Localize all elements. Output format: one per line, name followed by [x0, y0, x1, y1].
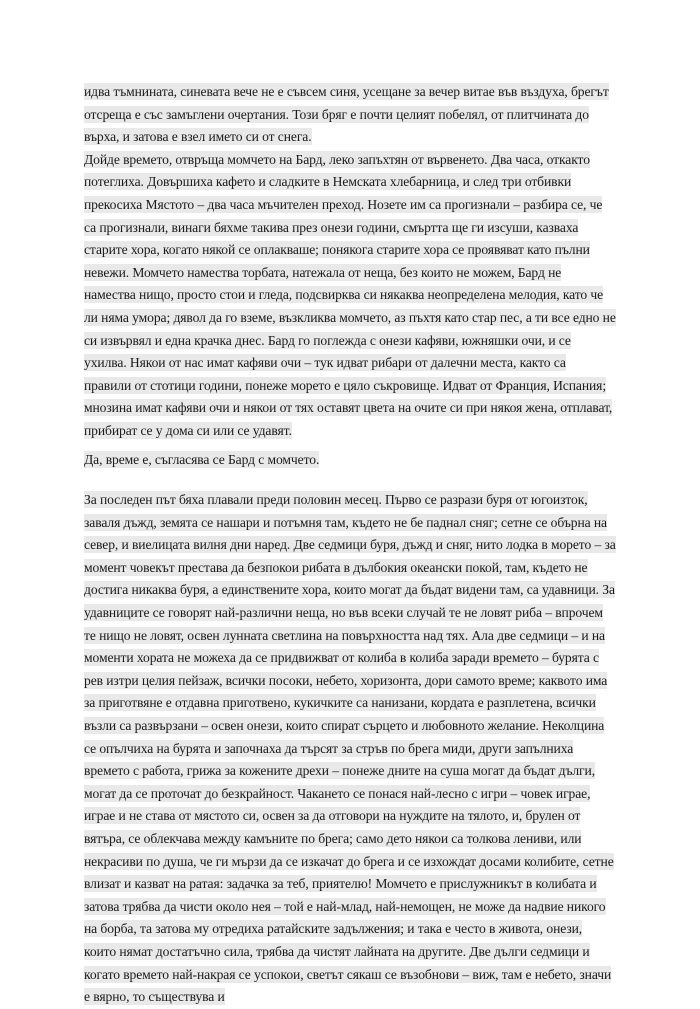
paragraph-3 [84, 449, 616, 472]
paragraph-1 [84, 81, 616, 149]
paragraph-4 [84, 489, 616, 1009]
document-page [84, 81, 616, 1009]
paragraph-3-text: Да, време е, съгласява се Бард с момчето. [84, 451, 320, 467]
paragraph-2-text: Дойде времето, отвръща момчето на Бард, леко запъхтян от вървенето. Два часа, откакто потеглиха. Довършиха кафето и сладките в Немската хлебарница, и след три отбивки прекосиха Мястото – два часа мъчителен преход. Нозете им са прогизнали – разбира се, че са прогизнали, винаги бяхме такива през онези години, смъртта ще ги изсуши, казваха старите хора, когато някой се оплакваше; понякога старите хора се проявяват като пълни невежи. Момчето намества торбата, натежала от неща, без които не можем, Бард не намества нищо, просто стои и гледа, подсвирква си някаква неопределена мелодия, като че ли няма умора; дявол да го вземе, възкликва момчето, аз пъхтя като стар пес, а ти все едно не си извървял и една крачка днес. Бард го поглежда с онези кафяви, южняшки очи, и се ухилва. Някои от нас имат кафяви очи – тук идват рибари от далечни места, както са правили от стотици години, понеже морето е цяло съкровище. Идват от Франция, Испания; мнозина имат кафяви очи и някои от тях оставят цвета на очите си при някоя жена, отплават, прибират се у дома си или се удавят. [84, 151, 616, 438]
paragraph-1-text: идва тъмнината, синевата вече не е съвсем синя, усещане за вечер витае във въздуха, брегът отсреща е със замъглени очертания. Този бряг е почти целият побелял, от плитчината до върха, и затова е взел името си от снега. [84, 84, 609, 145]
paragraph-gap [84, 471, 616, 489]
paragraph-4-text: За последен път бяха плавали преди половин месец. Първо се разрази буря от югоизток, заваля дъжд, земята се нашари и потъмня там, където не бе паднал сняг; сетне се обърна на север, и виелицата вилня дни наред. Две седмици буря, дъжд и сняг, нито лодка в морето – за момент човекът престава да безпокои рибата в дълбокия океански покой, там, където не достига никаква буря, а единствените хора, които могат да бъдат видени там, са удавници. За удавниците се говорят най-различни неща, но във всеки случай те не ловят риба – впрочем те нищо не ловят, освен лунната светлина на повърхността над тях. Ала две седмици – и на моменти хората не можеха да се придвижват от колиба в колиба заради времето – бурята с рев изтри целия пейзаж, всички посоки, небето, хоризонта, дори самото време; каквото има за приготвяне е отдавна приготвено, кукичките са нанизани, кордата е разплетена, всички възли са развързани – освен онези, които спират сърцето и любовното желание. Неколцина се опълчиха на бурята и започнаха да търсят за стръв по брега миди, други запълниха времето с работа, грижа за кожените дрехи – понеже дните на суша могат да бъдат дълги, могат да се проточат до безкрайност. Чакането се понася най-лесно с игри – човек играе, играе и не става от мястото си, освен за да отговори на нуждите на тялото, и, брулен от вятъра, се облекчава между камъните по брега; само дето някои са толкова лениви, или некрасиви по душа, че ги мързи да се изкачат до брега и се изхождат досами колибите, сетне влизат и казват на ратая: задачка за теб, приятелю! Момчето е прислужникът в колибата и затова трябва да чисти около нея – той е най-млад, най-немощен, не може да надвие никого на борба, та затова му отредиха ратайските задължения; и така е често в живота, онези, които нямат достатъчно сила, трябва да чистят лайната на другите. Две дълги седмици и когато времето най-накрая се успокои, светът сякаш се възобнови – виж, там е небето, значи е вярно, то съществува и [84, 492, 616, 1005]
paragraph-2 [84, 149, 616, 443]
